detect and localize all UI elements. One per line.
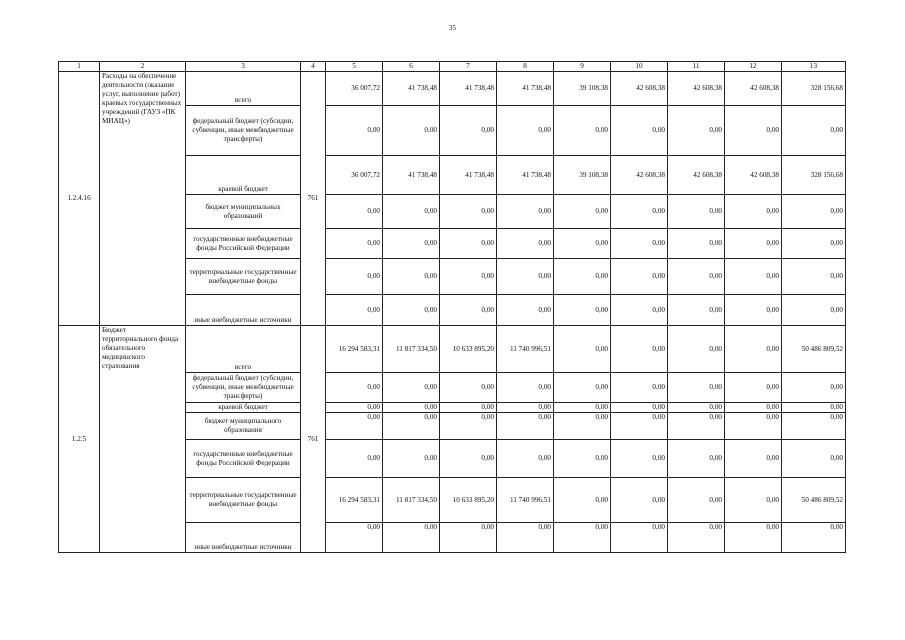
column-header: 1 <box>59 62 100 72</box>
value-cell: 0,00 <box>782 413 846 440</box>
value-cell: 0,00 <box>554 229 611 259</box>
funding-source: всего <box>186 72 301 106</box>
value-cell: 10 633 895,20 <box>440 326 497 373</box>
value-cell: 0,00 <box>725 413 782 440</box>
activity-name: Расходы на обеспечение деятельности (оказание услуг, выполнение работ) краевых государственных учреждений (ГАУЗ «ПК МИАЦ») <box>100 72 186 326</box>
value-cell: 0,00 <box>326 413 383 440</box>
value-cell: 11 817 334,50 <box>383 326 440 373</box>
value-cell: 0,00 <box>554 403 611 413</box>
column-header: 8 <box>497 62 554 72</box>
value-cell: 0,00 <box>782 106 846 156</box>
column-header: 3 <box>186 62 301 72</box>
value-cell: 0,00 <box>326 229 383 259</box>
value-cell: 0,00 <box>725 295 782 326</box>
value-cell: 0,00 <box>554 295 611 326</box>
column-header: 10 <box>611 62 668 72</box>
value-cell: 11 817 334,50 <box>383 478 440 523</box>
value-cell: 0,00 <box>383 413 440 440</box>
table-row <box>59 72 846 106</box>
value-cell: 0,00 <box>326 195 383 229</box>
funding-source: территориальные государственные внебюджетные фонды <box>186 259 301 295</box>
value-cell: 0,00 <box>497 195 554 229</box>
value-cell: 42 608,38 <box>725 72 782 106</box>
value-cell: 41 738,48 <box>440 156 497 195</box>
funding-source: федеральный бюджет (субсидии, субвенции, иные межбюджетные трансферты) <box>186 106 301 156</box>
value-cell: 0,00 <box>383 403 440 413</box>
value-cell: 0,00 <box>668 373 725 403</box>
column-header: 12 <box>725 62 782 72</box>
value-cell: 10 633 895,20 <box>440 478 497 523</box>
value-cell: 0,00 <box>611 326 668 373</box>
value-cell: 0,00 <box>782 229 846 259</box>
value-cell: 0,00 <box>611 523 668 553</box>
value-cell: 0,00 <box>497 229 554 259</box>
value-cell: 0,00 <box>497 413 554 440</box>
value-cell: 0,00 <box>668 523 725 553</box>
value-cell: 0,00 <box>668 259 725 295</box>
value-cell: 0,00 <box>326 403 383 413</box>
column-header: 13 <box>782 62 846 72</box>
value-cell: 0,00 <box>554 413 611 440</box>
funding-source: иные внебюджетные источники <box>186 523 301 553</box>
value-cell: 0,00 <box>668 326 725 373</box>
column-header: 4 <box>301 62 326 72</box>
value-cell: 0,00 <box>668 195 725 229</box>
funding-source: федеральный бюджет (субсидии, субвенции, иные межбюджетные трансферты) <box>186 373 301 403</box>
value-cell: 0,00 <box>725 259 782 295</box>
value-cell: 0,00 <box>611 440 668 478</box>
value-cell: 0,00 <box>440 440 497 478</box>
value-cell: 0,00 <box>440 373 497 403</box>
funding-source: краевой бюджет <box>186 403 301 413</box>
value-cell: 0,00 <box>611 195 668 229</box>
value-cell: 0,00 <box>611 295 668 326</box>
value-cell: 0,00 <box>383 229 440 259</box>
column-header: 9 <box>554 62 611 72</box>
value-cell: 0,00 <box>725 326 782 373</box>
value-cell: 0,00 <box>668 229 725 259</box>
value-cell: 11 740 996,51 <box>497 478 554 523</box>
value-cell: 11 740 996,51 <box>497 326 554 373</box>
table-row <box>59 326 846 373</box>
activity-name: Бюджет территориального фонда обязательного медицинского страхования <box>100 326 186 553</box>
value-cell: 0,00 <box>440 413 497 440</box>
funding-source: бюджет муниципального образования <box>186 413 301 440</box>
value-cell: 0,00 <box>326 259 383 295</box>
value-cell: 0,00 <box>383 523 440 553</box>
value-cell: 0,00 <box>383 295 440 326</box>
value-cell: 0,00 <box>440 523 497 553</box>
row-code: 1.2.4.16 <box>59 72 100 326</box>
value-cell: 0,00 <box>554 478 611 523</box>
value-cell: 42 608,38 <box>668 72 725 106</box>
funding-source: государственные внебюджетные фонды Российской Федерации <box>186 440 301 478</box>
value-cell: 0,00 <box>554 106 611 156</box>
value-cell: 0,00 <box>326 373 383 403</box>
value-cell: 0,00 <box>611 478 668 523</box>
value-cell: 328 156,68 <box>782 156 846 195</box>
column-header: 11 <box>668 62 725 72</box>
value-cell: 0,00 <box>326 523 383 553</box>
value-cell: 0,00 <box>668 478 725 523</box>
funding-source: бюджет муниципальных образований <box>186 195 301 229</box>
value-cell: 0,00 <box>326 295 383 326</box>
value-cell: 41 738,48 <box>440 72 497 106</box>
value-cell: 0,00 <box>668 413 725 440</box>
funding-source: государственные внебюджетные фонды Российской Федерации <box>186 229 301 259</box>
value-cell: 0,00 <box>440 195 497 229</box>
value-cell: 36 007,72 <box>326 72 383 106</box>
value-cell: 0,00 <box>497 403 554 413</box>
table-header-row <box>59 62 846 72</box>
value-cell: 0,00 <box>725 478 782 523</box>
value-cell: 42 608,38 <box>668 156 725 195</box>
value-cell: 0,00 <box>782 523 846 553</box>
value-cell: 0,00 <box>383 106 440 156</box>
value-cell: 0,00 <box>611 373 668 403</box>
value-cell: 328 156,68 <box>782 72 846 106</box>
value-cell: 0,00 <box>668 403 725 413</box>
value-cell: 16 294 583,31 <box>326 478 383 523</box>
grbs-code: 761 <box>301 72 326 326</box>
column-header: 6 <box>383 62 440 72</box>
value-cell: 0,00 <box>383 259 440 295</box>
value-cell: 0,00 <box>554 440 611 478</box>
value-cell: 0,00 <box>725 373 782 403</box>
value-cell: 0,00 <box>782 195 846 229</box>
value-cell: 0,00 <box>497 259 554 295</box>
value-cell: 0,00 <box>440 229 497 259</box>
value-cell: 39 108,38 <box>554 156 611 195</box>
value-cell: 0,00 <box>440 259 497 295</box>
value-cell: 0,00 <box>782 259 846 295</box>
value-cell: 0,00 <box>611 413 668 440</box>
value-cell: 16 294 583,31 <box>326 326 383 373</box>
value-cell: 0,00 <box>440 106 497 156</box>
value-cell: 50 486 809,52 <box>782 478 846 523</box>
value-cell: 0,00 <box>725 523 782 553</box>
value-cell: 0,00 <box>383 373 440 403</box>
value-cell: 42 608,38 <box>611 72 668 106</box>
funding-source: краевой бюджет <box>186 156 301 195</box>
value-cell: 0,00 <box>611 259 668 295</box>
value-cell: 0,00 <box>725 195 782 229</box>
value-cell: 0,00 <box>383 195 440 229</box>
row-code: 1.2.5 <box>59 326 100 553</box>
funding-source: всего <box>186 326 301 373</box>
value-cell: 0,00 <box>725 440 782 478</box>
value-cell: 0,00 <box>326 106 383 156</box>
budget-table <box>58 61 846 553</box>
value-cell: 36 007,72 <box>326 156 383 195</box>
value-cell: 0,00 <box>497 295 554 326</box>
column-header: 7 <box>440 62 497 72</box>
value-cell: 0,00 <box>611 229 668 259</box>
value-cell: 42 608,38 <box>611 156 668 195</box>
value-cell: 0,00 <box>782 295 846 326</box>
value-cell: 0,00 <box>782 440 846 478</box>
column-header: 5 <box>326 62 383 72</box>
value-cell: 0,00 <box>326 440 383 478</box>
grbs-code: 761 <box>301 326 326 553</box>
value-cell: 0,00 <box>554 523 611 553</box>
value-cell: 0,00 <box>725 403 782 413</box>
value-cell: 42 608,38 <box>725 156 782 195</box>
funding-source: иные внебюджетные источники <box>186 295 301 326</box>
funding-source: территориальные государственные внебюджетные фонды <box>186 478 301 523</box>
value-cell: 0,00 <box>554 326 611 373</box>
value-cell: 41 738,48 <box>497 156 554 195</box>
value-cell: 0,00 <box>782 403 846 413</box>
value-cell: 41 738,48 <box>383 156 440 195</box>
value-cell: 0,00 <box>383 440 440 478</box>
value-cell: 0,00 <box>611 106 668 156</box>
value-cell: 0,00 <box>554 195 611 229</box>
value-cell: 0,00 <box>440 403 497 413</box>
value-cell: 0,00 <box>497 440 554 478</box>
value-cell: 0,00 <box>668 440 725 478</box>
value-cell: 0,00 <box>497 106 554 156</box>
value-cell: 0,00 <box>554 373 611 403</box>
value-cell: 0,00 <box>668 106 725 156</box>
value-cell: 50 486 809,52 <box>782 326 846 373</box>
value-cell: 0,00 <box>497 523 554 553</box>
value-cell: 39 108,38 <box>554 72 611 106</box>
value-cell: 0,00 <box>611 403 668 413</box>
value-cell: 41 738,48 <box>497 72 554 106</box>
value-cell: 0,00 <box>782 373 846 403</box>
value-cell: 0,00 <box>725 106 782 156</box>
table-body <box>59 72 846 553</box>
value-cell: 41 738,48 <box>383 72 440 106</box>
value-cell: 0,00 <box>668 295 725 326</box>
value-cell: 0,00 <box>725 229 782 259</box>
column-header: 2 <box>100 62 186 72</box>
value-cell: 0,00 <box>440 295 497 326</box>
page-number: 35 <box>449 24 456 32</box>
value-cell: 0,00 <box>497 373 554 403</box>
value-cell: 0,00 <box>554 259 611 295</box>
